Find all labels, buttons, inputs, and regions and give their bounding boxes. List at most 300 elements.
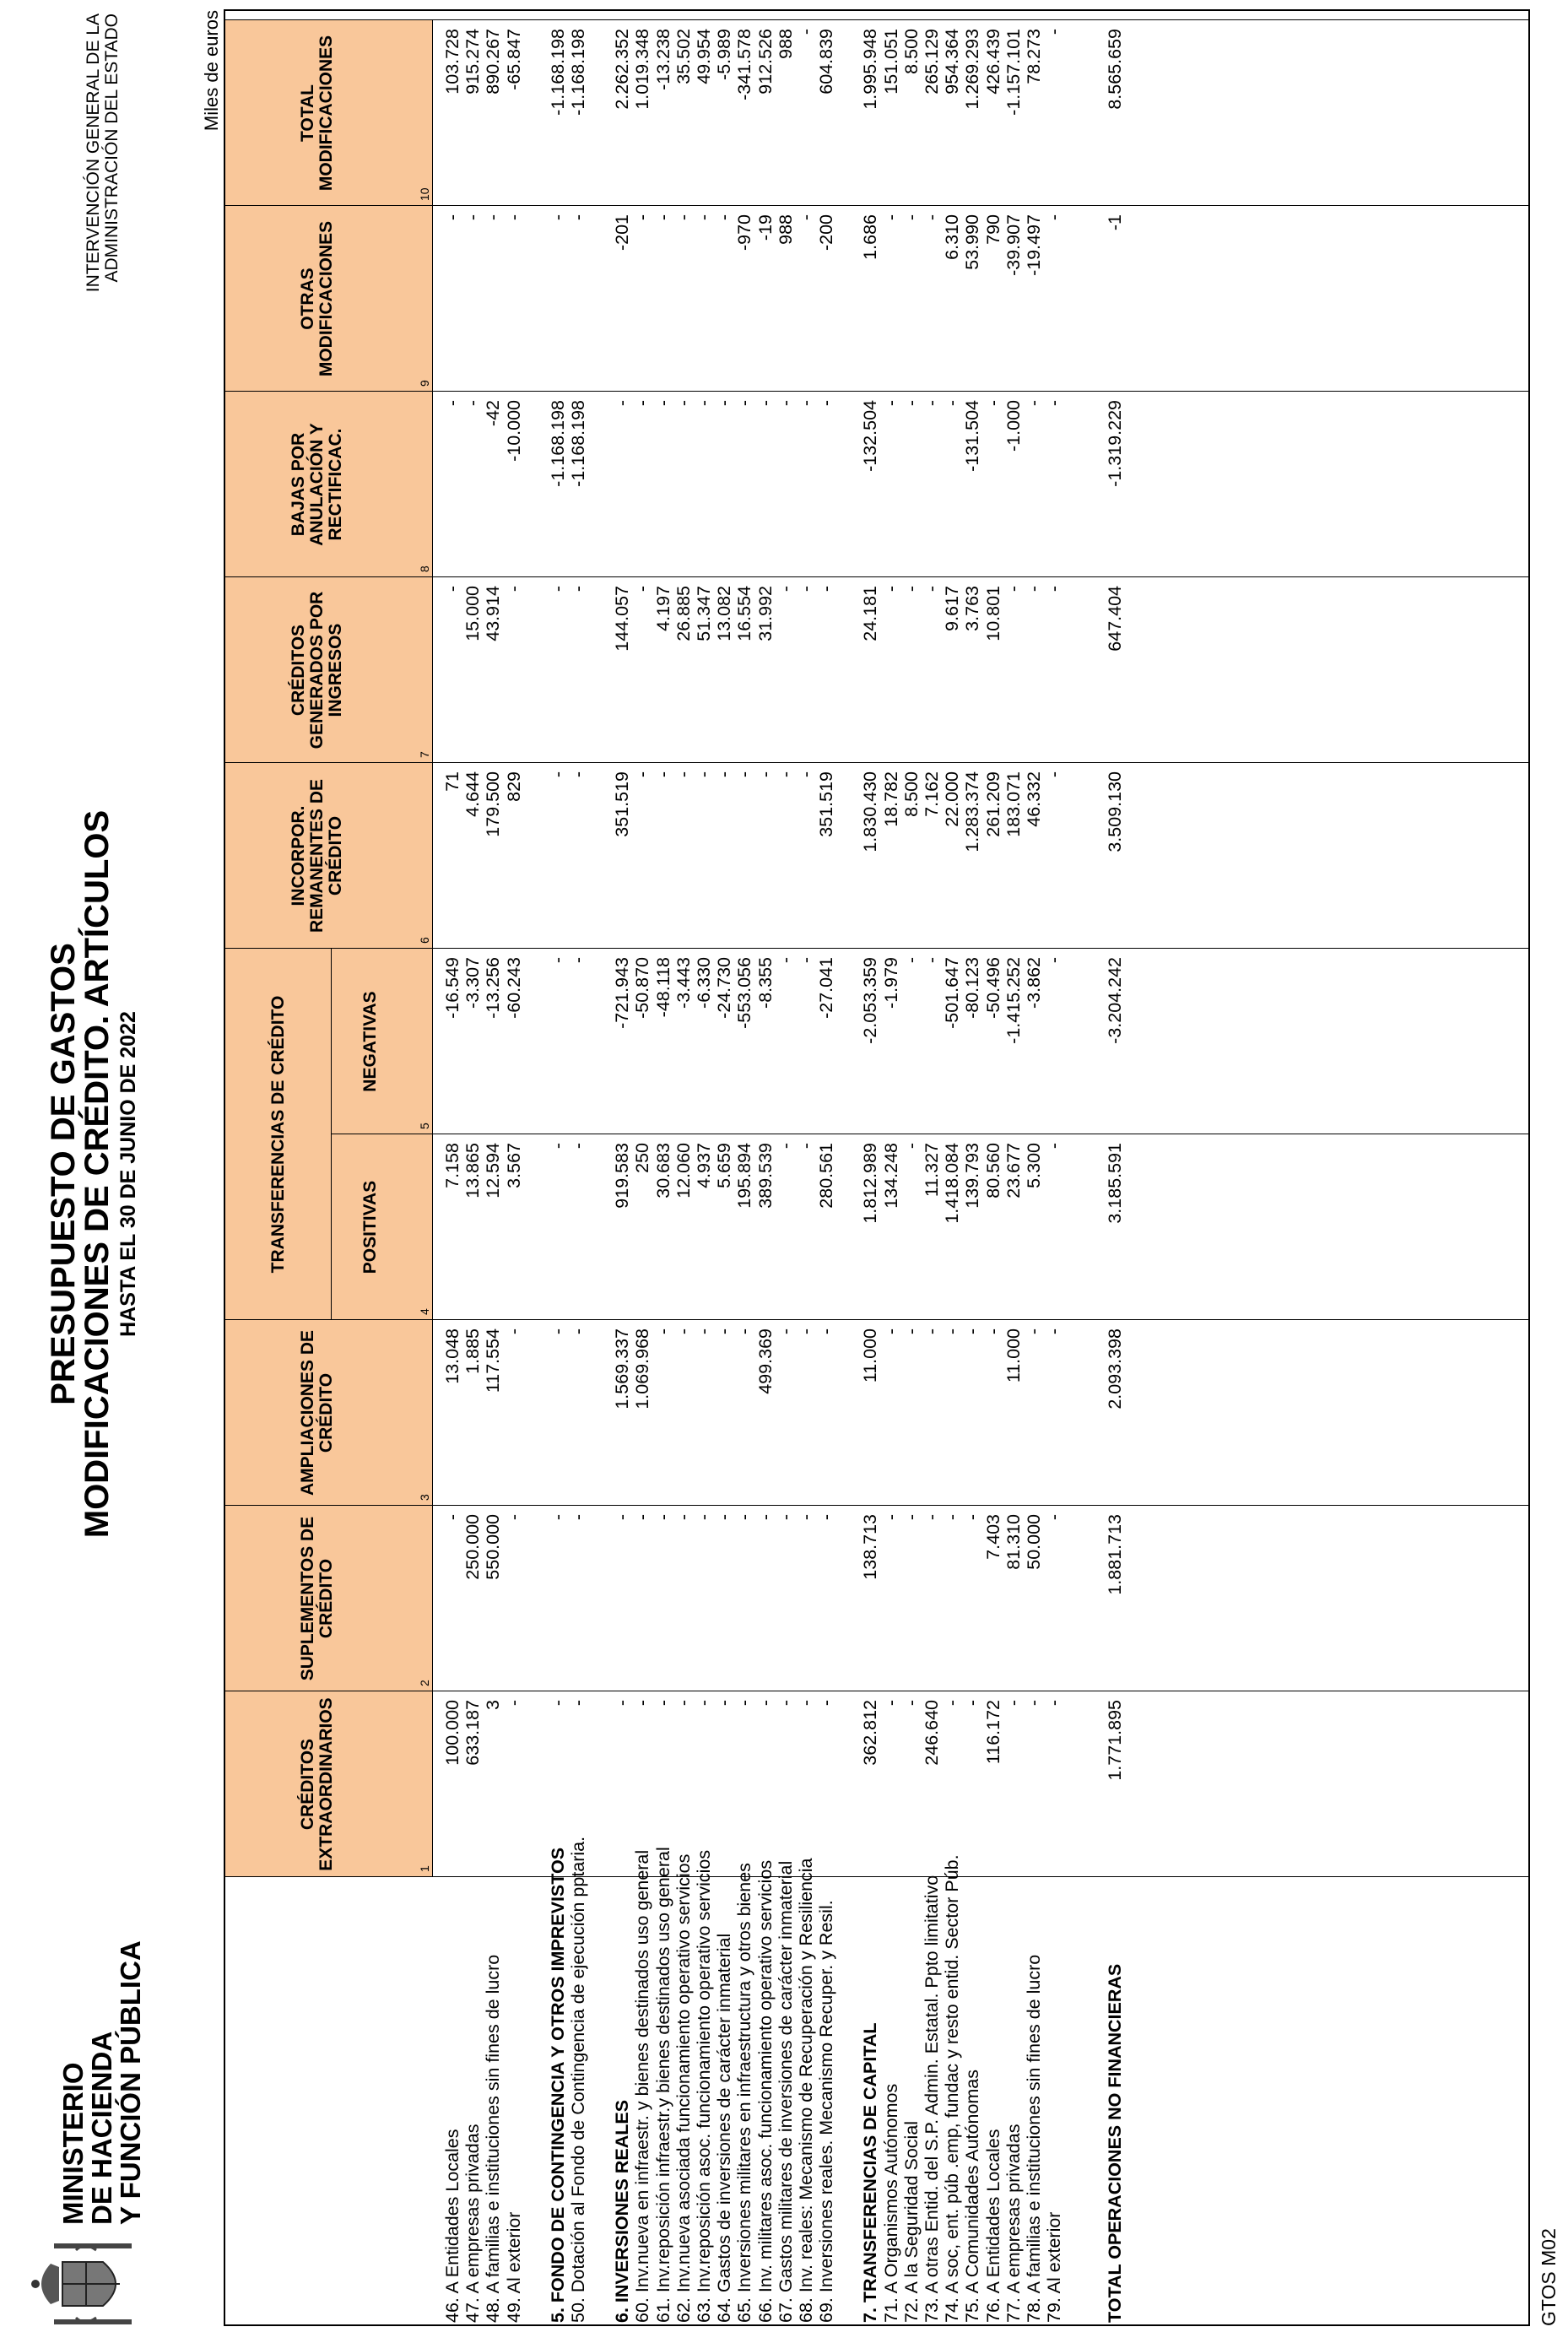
row-value: - — [673, 1328, 694, 1335]
row-value: -48.118 — [652, 957, 673, 1018]
row-value: - — [816, 400, 837, 407]
row-value: - — [462, 214, 484, 221]
row-value: 5.300 — [1024, 1143, 1044, 1188]
row-value: 7.403 — [982, 1514, 1003, 1560]
table-row — [944, 11, 961, 2324]
row-value: -8.355 — [754, 957, 776, 1009]
row-value: - — [796, 400, 816, 407]
row-label: TOTAL OPERACIONES NO FINANCIERAS — [1105, 1963, 1126, 2323]
row-value: - — [880, 1514, 901, 1521]
row-value: - — [694, 214, 714, 221]
row-value: -132.504 — [860, 400, 881, 472]
row-value: - — [632, 1700, 653, 1707]
table-row — [716, 11, 733, 2324]
row-value: - — [775, 1328, 796, 1335]
row-value: - — [816, 1700, 837, 1707]
row-value: 144.057 — [612, 586, 633, 652]
row-value: - — [694, 1700, 714, 1707]
row-value: 954.364 — [942, 29, 963, 95]
row-value: 1.019.348 — [632, 29, 653, 110]
row-value: -3.307 — [462, 957, 484, 1009]
row-label: 69. Inversiones reales. Mecanismo Recuper. y Resil. — [816, 1900, 837, 2323]
row-value: 426.439 — [982, 29, 1003, 95]
row-value: 604.839 — [816, 29, 837, 95]
row-value: -39.907 — [1003, 214, 1024, 276]
row-value: - — [673, 1700, 694, 1707]
row-value: - — [816, 586, 837, 593]
row-value: - — [900, 1143, 922, 1150]
table-row — [777, 11, 795, 2324]
header-bottom-line — [432, 20, 433, 1877]
row-value: - — [632, 586, 653, 593]
row-value: -1.168.198 — [568, 400, 588, 487]
row-value: - — [442, 586, 462, 593]
row-value: -5.989 — [714, 29, 735, 80]
row-value: -19.497 — [1024, 214, 1044, 276]
row-value: 1.686 — [860, 214, 881, 260]
row-label: 71. A Organismos Autónomos — [880, 2083, 901, 2323]
row-value: - — [652, 1328, 673, 1335]
column-number: 9 — [418, 380, 431, 387]
row-value: 12.060 — [673, 1143, 694, 1199]
row-value: - — [1024, 400, 1044, 407]
row-value: - — [632, 771, 653, 778]
column-header: BAJAS POR ANULACIÓN Y RECTIFICAC. — [289, 423, 345, 546]
row-value: 139.793 — [962, 1143, 983, 1209]
agency-name — [84, 14, 122, 537]
row-value: - — [734, 771, 755, 778]
row-value: 26.885 — [673, 586, 694, 641]
row-value: - — [900, 1328, 922, 1335]
row-value: - — [796, 29, 816, 35]
row-value: - — [1044, 1328, 1065, 1335]
row-value: 49.954 — [694, 29, 714, 84]
row-value: -65.847 — [503, 29, 524, 90]
table-row — [900, 11, 922, 2324]
row-value: -50.496 — [982, 957, 1003, 1019]
column-number: 7 — [418, 751, 431, 758]
agency-line: INTERVENCIÓN GENERAL DE LA — [84, 14, 103, 293]
row-value: - — [714, 214, 735, 221]
row-value: -131.504 — [962, 400, 983, 472]
row-value: - — [612, 400, 633, 407]
column-header: AMPLIACIONES DE CRÉDITO — [298, 1330, 336, 1496]
row-value: - — [1044, 586, 1065, 593]
table-row — [736, 11, 754, 2324]
row-value: - — [442, 400, 462, 407]
row-value: - — [982, 400, 1003, 407]
form-code: GTOS M02 — [1538, 2228, 1560, 2326]
table-row — [1025, 11, 1043, 2324]
row-value: 2.262.352 — [612, 29, 633, 110]
row-value: 351.519 — [816, 771, 837, 837]
row-value: - — [652, 1700, 673, 1707]
row-value: 43.914 — [483, 586, 504, 641]
row-value: - — [568, 1143, 588, 1150]
row-value: 1.069.968 — [632, 1328, 653, 1410]
row-value: 250 — [632, 1143, 653, 1173]
column-header: CRÉDITOS EXTRAORDINARIOS — [298, 1697, 336, 1871]
row-label: 46. A Entidades Locales — [442, 2129, 462, 2323]
row-value: 151.051 — [880, 29, 901, 95]
report-date: HASTA EL 30 DE JUNIO DE 2022 — [116, 1011, 140, 1337]
row-value: 4.937 — [694, 1143, 714, 1188]
row-value: 1.269.293 — [962, 29, 983, 110]
royal-coat-of-arms-icon — [25, 2238, 143, 2329]
row-value: - — [612, 1700, 633, 1707]
row-value: - — [796, 214, 816, 221]
row-value: - — [652, 400, 673, 407]
row-value: - — [694, 400, 714, 407]
row-value: - — [568, 214, 588, 221]
row-value: 7.158 — [442, 1143, 462, 1188]
row-label: 48. A familias e instituciones sin fines de lucro — [483, 1954, 504, 2323]
row-value: 30.683 — [652, 1143, 673, 1199]
row-value: -501.647 — [942, 957, 963, 1029]
row-value: -201 — [612, 214, 633, 252]
row-value: -1.000 — [1003, 400, 1024, 452]
row-value: - — [1044, 400, 1065, 407]
row-value: - — [652, 771, 673, 778]
row-value: - — [547, 771, 568, 778]
row-value: - — [734, 1328, 755, 1335]
row-value: 988 — [775, 214, 796, 245]
row-value: -1.168.198 — [547, 400, 568, 487]
row-value: - — [775, 1514, 796, 1521]
row-value: 195.894 — [734, 1143, 755, 1209]
column-number: 8 — [418, 565, 431, 572]
row-value: - — [900, 1514, 922, 1521]
row-label: 65. Inversiones militares en infraestructura y otros bienes — [734, 1863, 755, 2323]
row-value: - — [880, 586, 901, 593]
row-value: -3.204.242 — [1105, 957, 1126, 1044]
row-value: 10.801 — [982, 586, 1003, 641]
row-value: - — [775, 957, 796, 964]
row-value: 16.554 — [734, 586, 755, 641]
row-value: 3.763 — [962, 586, 983, 631]
row-value: 11.000 — [1003, 1328, 1024, 1383]
row-value: - — [612, 1514, 633, 1521]
row-value: 499.369 — [754, 1328, 776, 1394]
row-value: - — [547, 586, 568, 593]
row-value: - — [734, 1700, 755, 1707]
row-label: 79. Al exterior — [1044, 2211, 1065, 2323]
row-value: - — [754, 1514, 776, 1521]
table-row — [503, 11, 524, 2324]
spacer-row — [1066, 11, 1084, 2324]
row-value: 22.000 — [942, 771, 963, 827]
row-label: 49. Al exterior — [503, 2211, 524, 2323]
row-value: 1.418.084 — [942, 1143, 963, 1224]
row-value: 3.509.130 — [1105, 771, 1126, 852]
row-value: -200 — [816, 214, 837, 252]
row-label: 7. TRANSFERENCIAS DE CAPITAL — [860, 2022, 881, 2323]
row-value: - — [547, 1328, 568, 1335]
ministry-name — [59, 1940, 145, 2225]
row-value: 179.500 — [483, 771, 504, 837]
row-value: -60.243 — [503, 957, 524, 1019]
row-value: - — [652, 1514, 673, 1521]
row-value: - — [673, 400, 694, 407]
column-header: OTRAS MODIFICACIONES — [298, 220, 336, 377]
row-value: - — [775, 586, 796, 593]
row-value: - — [900, 214, 922, 221]
row-value: - — [962, 1700, 983, 1707]
row-value: - — [714, 400, 735, 407]
section-row — [614, 11, 631, 2324]
column-number: 10 — [418, 187, 431, 201]
row-value: - — [1024, 586, 1044, 593]
row-value: - — [714, 1700, 735, 1707]
table-row — [675, 11, 693, 2324]
row-value: - — [942, 1700, 963, 1707]
row-value: 3 — [483, 1700, 504, 1710]
table-row — [464, 11, 482, 2324]
table-row — [754, 11, 776, 2324]
row-value: - — [754, 771, 776, 778]
row-value: -1.168.198 — [547, 29, 568, 116]
table-row — [964, 11, 981, 2324]
row-value: 24.181 — [860, 586, 881, 641]
row-value: - — [547, 1514, 568, 1521]
row-value: - — [796, 771, 816, 778]
row-value: 116.172 — [982, 1700, 1003, 1765]
row-value: - — [775, 400, 796, 407]
row-value: - — [1024, 1328, 1044, 1335]
row-value: -1 — [1105, 214, 1126, 231]
row-value: 829 — [503, 771, 524, 802]
row-value: - — [922, 586, 942, 593]
row-value: - — [796, 1514, 816, 1521]
row-value: 1.569.337 — [612, 1328, 633, 1410]
row-value: - — [1044, 214, 1065, 221]
row-value: - — [922, 957, 942, 964]
row-label: 60. Inv.nueva en infraestr. y bienes destinados uso general — [632, 1849, 653, 2323]
column-header: CRÉDITOS GENERADOS POR INGRESOS — [289, 591, 345, 749]
row-value: - — [922, 1514, 942, 1521]
label-column-header — [225, 1877, 432, 2324]
row-value: - — [632, 214, 653, 221]
row-value: -19 — [754, 214, 776, 241]
row-value: - — [1044, 29, 1065, 35]
row-value: - — [568, 586, 588, 593]
report-title-block — [46, 478, 141, 1870]
total-row — [1106, 11, 1124, 2324]
row-value: - — [942, 1328, 963, 1335]
row-value: - — [503, 214, 524, 221]
report-subtitle: MODIFICACIONES DE CRÉDITO. ARTÍCULOS — [78, 809, 116, 1539]
row-value: 117.554 — [483, 1328, 504, 1393]
column-header: TOTAL MODIFICACIONES — [298, 35, 336, 192]
ministry-line: MINISTERIO — [57, 2062, 89, 2225]
row-value: - — [796, 957, 816, 964]
row-value: - — [942, 400, 963, 407]
row-value: 790 — [982, 214, 1003, 245]
row-value: - — [775, 1143, 796, 1150]
row-value: - — [734, 1514, 755, 1521]
row-value: - — [1044, 957, 1065, 964]
row-label: 66. Inv. militares asoc. funcionamiento operativo servicios — [754, 1859, 776, 2323]
row-label: 5. FONDO DE CONTINGENCIA Y OTROS IMPREVISTOS — [547, 1847, 568, 2323]
row-value: - — [673, 214, 694, 221]
row-value: - — [922, 1328, 942, 1335]
table-row — [798, 11, 815, 2324]
row-value: -27.041 — [816, 957, 837, 1019]
row-value: 3.185.591 — [1105, 1143, 1126, 1224]
row-value: - — [900, 957, 922, 964]
row-label: 6. INVERSIONES REALES — [612, 2099, 633, 2323]
row-value: 362.812 — [860, 1700, 881, 1766]
row-value: - — [714, 1514, 735, 1521]
row-value: - — [922, 214, 942, 221]
row-value: - — [632, 400, 653, 407]
ministry-line: Y FUNCIÓN PÚBLICA — [115, 1940, 146, 2225]
agency-line: ADMINISTRACIÓN DEL ESTADO — [102, 14, 122, 283]
row-value: - — [982, 1328, 1003, 1335]
row-label: 67. Gastos militares de inversiones de carácter inmaterial — [775, 1860, 796, 2323]
row-value: 1.885 — [462, 1328, 484, 1374]
column-number: 5 — [418, 1123, 431, 1129]
row-value: 35.502 — [673, 29, 694, 84]
row-label: 50. Dotación al Fondo de Contingencia de ejecución pptaria. — [568, 1836, 588, 2323]
row-value: - — [483, 214, 504, 221]
row-label: 77. A empresas privadas — [1003, 2124, 1024, 2323]
table-row — [982, 11, 1003, 2324]
row-value: - — [900, 1700, 922, 1707]
row-value: - — [880, 214, 901, 221]
table-row — [923, 11, 941, 2324]
column-number: 3 — [418, 1494, 431, 1501]
column-number: 1 — [418, 1865, 431, 1872]
row-value: - — [694, 1514, 714, 1521]
row-value: 138.713 — [860, 1514, 881, 1580]
row-label: 75. A Comunidades Autónomas — [962, 2069, 983, 2323]
row-value: 80.560 — [982, 1143, 1003, 1199]
row-value: 50.000 — [1024, 1514, 1044, 1570]
row-value: - — [568, 1700, 588, 1707]
table-row — [444, 11, 462, 2324]
row-label: 64. Gastos de inversiones de carácter inmaterial — [714, 1933, 735, 2323]
row-label: 63. Inv.reposición asoc. funcionamiento operativo servicios — [694, 1849, 714, 2323]
row-value: -16.549 — [442, 957, 462, 1019]
table-row — [652, 11, 673, 2324]
row-value: 8.500 — [900, 771, 922, 817]
row-value: -50.870 — [632, 957, 653, 1019]
row-value: 100.000 — [442, 1700, 462, 1766]
transfer-group-header: TRANSFERENCIAS DE CRÉDITO — [268, 995, 288, 1274]
row-value: -341.578 — [734, 29, 755, 100]
row-value: 1.812.989 — [860, 1143, 881, 1224]
row-value: 246.640 — [922, 1700, 942, 1766]
row-value: - — [503, 1328, 524, 1335]
row-value: 1.771.895 — [1105, 1700, 1126, 1781]
row-value: 12.594 — [483, 1143, 504, 1199]
row-value: - — [1024, 1700, 1044, 1707]
spacer-row — [590, 11, 608, 2324]
row-value: -1.415.252 — [1003, 957, 1024, 1044]
row-value: -13.256 — [483, 957, 504, 1019]
row-value: 3.567 — [503, 1143, 524, 1188]
row-value: 919.583 — [612, 1143, 633, 1209]
row-value: - — [503, 1700, 524, 1707]
row-value: - — [568, 771, 588, 778]
row-value: - — [880, 400, 901, 407]
row-value: - — [962, 1328, 983, 1335]
row-value: -721.943 — [612, 957, 633, 1029]
row-value: - — [547, 1143, 568, 1150]
row-value: - — [900, 586, 922, 593]
row-value: 265.129 — [922, 29, 942, 95]
row-value: 633.187 — [462, 1700, 484, 1766]
transfer-split-line — [331, 949, 332, 1320]
row-value: 13.048 — [442, 1328, 462, 1384]
column-header: POSITIVAS — [360, 1180, 380, 1274]
row-value: - — [442, 1514, 462, 1521]
row-value: - — [816, 1514, 837, 1521]
row-value: -970 — [734, 214, 755, 252]
row-value: 280.561 — [816, 1143, 837, 1209]
row-value: -2.053.359 — [860, 957, 881, 1044]
table-row — [695, 11, 713, 2324]
row-value: 1.881.713 — [1105, 1514, 1126, 1595]
row-value: 11.327 — [922, 1143, 942, 1198]
row-value: - — [1044, 1700, 1065, 1707]
table-row — [818, 11, 835, 2324]
ministry-line: DE HACIENDA — [86, 2031, 117, 2225]
row-value: 18.782 — [880, 771, 901, 827]
units-label: Miles de euros — [201, 10, 222, 132]
row-label: 61. Inv.reposición infraestr.y bienes destinados uso general — [652, 1847, 673, 2323]
column-number: 4 — [418, 1308, 431, 1315]
row-value: -24.730 — [714, 957, 735, 1019]
row-value: - — [775, 771, 796, 778]
row-value: - — [1044, 771, 1065, 778]
row-value: - — [547, 1700, 568, 1707]
row-value: - — [632, 1514, 653, 1521]
row-label: 47. A empresas privadas — [462, 2124, 484, 2323]
table-row — [570, 11, 587, 2324]
column-header: SUPLEMENTOS DE CRÉDITO — [298, 1516, 336, 1681]
row-value: 78.273 — [1024, 29, 1044, 84]
row-value: - — [547, 214, 568, 221]
spacer-row — [526, 11, 543, 2324]
row-value: 890.267 — [483, 29, 504, 95]
row-value: - — [1003, 586, 1024, 593]
row-value: 1.830.430 — [860, 771, 881, 852]
row-value: 9.617 — [942, 586, 963, 631]
row-value: 103.728 — [442, 29, 462, 95]
row-value: 5.659 — [714, 1143, 735, 1188]
report-title: PRESUPUESTO DE GASTOS — [45, 943, 82, 1405]
row-value: 1.995.948 — [860, 29, 881, 110]
row-value: 15.000 — [462, 586, 484, 641]
row-label: 72. A la Seguridad Social — [900, 2120, 922, 2323]
row-value: -1.157.101 — [1003, 29, 1024, 116]
row-value: 11.000 — [860, 1328, 881, 1383]
row-value: 988 — [775, 29, 796, 59]
row-value: - — [1044, 1143, 1065, 1150]
row-value: - — [942, 1514, 963, 1521]
row-value: - — [503, 1514, 524, 1521]
row-value: - — [880, 1328, 901, 1335]
row-value: 7.162 — [922, 771, 942, 817]
row-value: - — [694, 771, 714, 778]
row-value: - — [568, 957, 588, 964]
column-number: 6 — [418, 937, 431, 944]
row-value: 31.992 — [754, 586, 776, 641]
row-value: - — [694, 1328, 714, 1335]
row-value: - — [754, 1700, 776, 1707]
